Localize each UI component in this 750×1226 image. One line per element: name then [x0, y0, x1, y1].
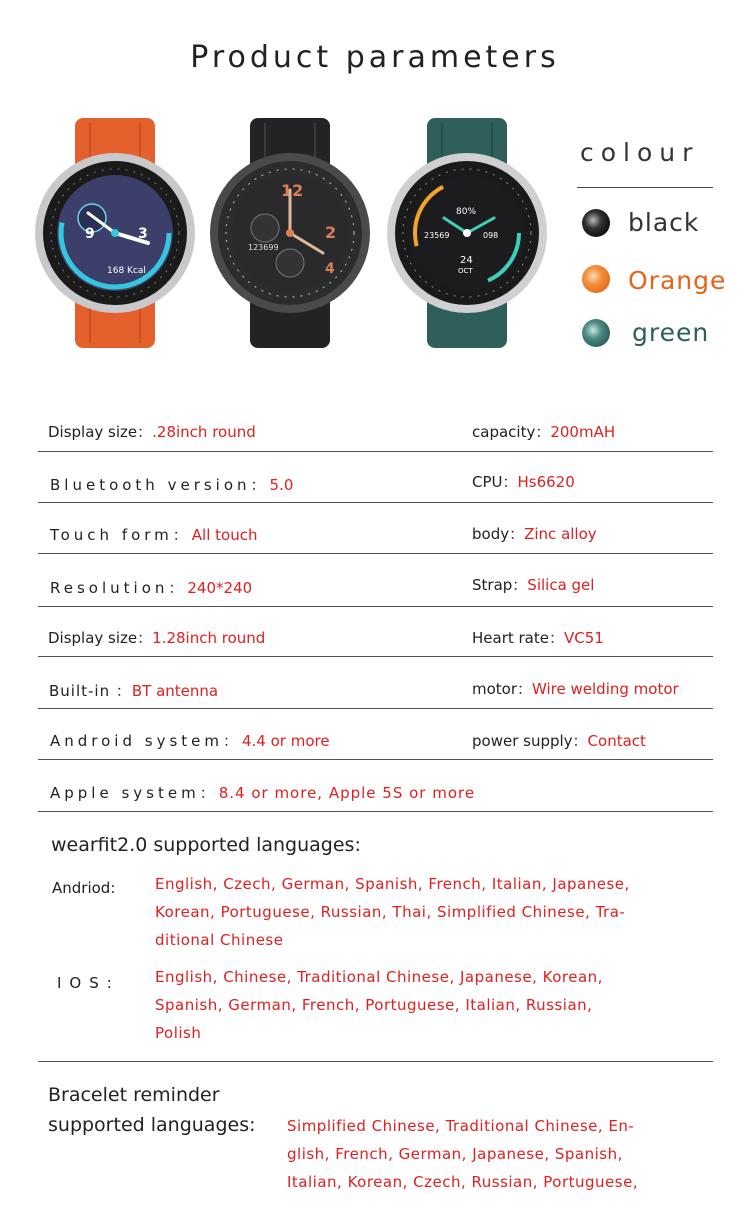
row-divider [38, 708, 713, 709]
svg-text:23569: 23569 [424, 231, 450, 240]
spec-touch: Touch form：All touch [50, 526, 258, 544]
orange-label: Orange [628, 266, 727, 295]
spec-apple: Apple system：8.4 or more, Apple 5S or more [50, 784, 476, 802]
colour-title: colour [580, 138, 700, 167]
svg-text:OCT: OCT [458, 267, 473, 275]
black-watch-image [205, 118, 375, 348]
spec-android: Android system：4.4 or more [50, 732, 330, 750]
spec-capacity: capacity：200mAH [472, 423, 616, 441]
black-swatch [582, 209, 610, 237]
wearfit-heading: wearfit2.0 supported languages: [51, 834, 361, 856]
orange-watch-image [30, 118, 200, 348]
spec-heart-rate: Heart rate：VC51 [472, 629, 604, 647]
spec-bluetooth: Bluetooth version：5.0 [50, 476, 294, 494]
svg-text:3: 3 [138, 226, 148, 242]
page-title: Product parameters [190, 40, 560, 75]
ios-label: IOS: [57, 974, 120, 992]
bracelet-languages: Simplified Chinese, Traditional Chinese, En- glish, French, German, Japanese, Spanish, Italian, Korean, Czech, Russian, Portuguese, [287, 1117, 639, 1191]
green-swatch [582, 319, 610, 347]
spec-display-size-1: Display size：.28inch round [48, 423, 256, 441]
colour-divider [577, 187, 713, 188]
row-divider [38, 502, 713, 503]
green-label: green [632, 318, 710, 347]
black-label: black [628, 208, 700, 237]
row-divider [38, 1061, 713, 1062]
svg-text:80%: 80% [456, 207, 477, 217]
android-label: Andriod: [52, 879, 116, 897]
svg-text:12: 12 [281, 181, 304, 200]
svg-text:4: 4 [325, 261, 335, 277]
bracelet-heading-line2: supported languages: [48, 1114, 256, 1136]
spec-motor: motor：Wire welding motor [472, 680, 679, 698]
spec-built-in: Built-in ：BT antenna [49, 682, 219, 700]
row-divider [38, 553, 713, 554]
row-divider [38, 451, 713, 452]
row-divider [38, 759, 713, 760]
row-divider [38, 606, 713, 607]
orange-swatch [582, 265, 610, 293]
green-watch-image [382, 118, 552, 348]
svg-text:24: 24 [460, 255, 473, 266]
svg-text:168 Kcal: 168 Kcal [107, 266, 146, 276]
svg-text:123699: 123699 [248, 243, 279, 252]
row-divider [38, 656, 713, 657]
spec-power: power supply：Contact [472, 732, 646, 750]
spec-display-size-2: Display size：1.28inch round [48, 629, 266, 647]
row-divider [38, 811, 713, 812]
svg-text:098: 098 [483, 231, 499, 240]
bracelet-heading-line1: Bracelet reminder [48, 1084, 220, 1106]
spec-body: body：Zinc alloy [472, 525, 597, 543]
svg-text:9: 9 [85, 226, 95, 242]
spec-cpu: CPU：Hs6620 [472, 473, 575, 491]
spec-strap: Strap：Silica gel [472, 576, 595, 594]
svg-text:2: 2 [325, 223, 337, 242]
android-languages: English, Czech, German, Spanish, French, Italian, Japanese, Korean, Portuguese, Russian, Thai, Simplified Chinese, Tra- ditional Chinese [155, 875, 630, 949]
spec-resolution: Resolution：240*240 [50, 579, 253, 597]
ios-languages: English, Chinese, Traditional Chinese, Japanese, Korean, Spanish, German, French, Portuguese, Italian, Russian, Polish [155, 968, 603, 1042]
